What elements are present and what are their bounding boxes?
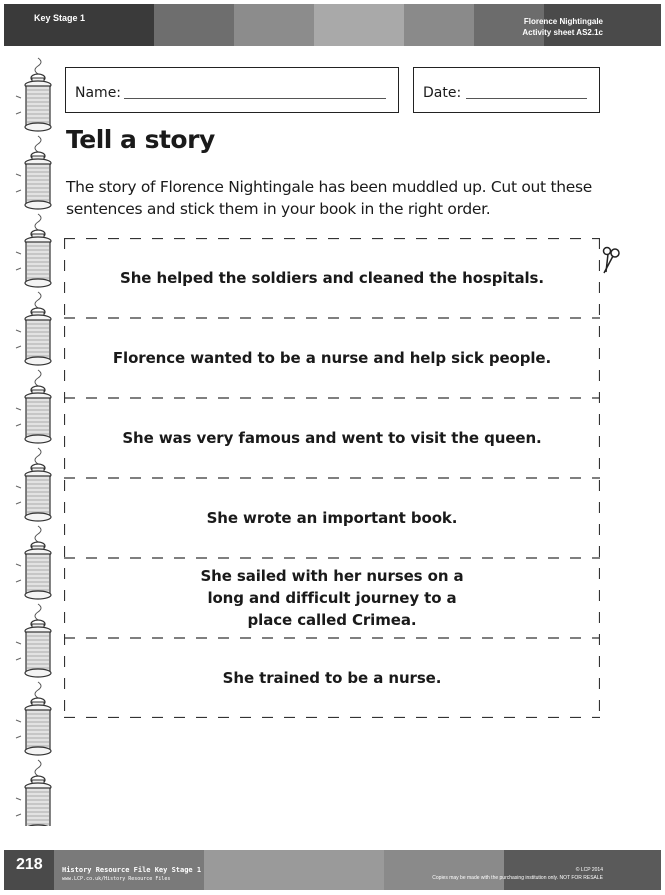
- name-label: Name:: [75, 85, 122, 101]
- sentence-strip[interactable]: She helped the soldiers and cleaned the hospitals.: [120, 269, 544, 287]
- cotton-spool-icon: [16, 58, 51, 131]
- scissors-icon: [598, 246, 622, 276]
- cut-out-strips: [64, 238, 600, 718]
- instructions-text: The story of Florence Nightingale has been muddled up. Cut out these sentences and stick them in your book in the right order.: [66, 178, 593, 218]
- sentence-strip[interactable]: She trained to be a nurse.: [222, 669, 442, 687]
- name-field[interactable]: [65, 67, 399, 113]
- sentence-strip[interactable]: She was very famous and went to visit the queen.: [122, 429, 542, 447]
- footer-right: [432, 866, 603, 882]
- date-label: Date:: [423, 85, 462, 101]
- cotton-spool-icon: [16, 682, 51, 755]
- name-write-line[interactable]: [124, 98, 386, 99]
- cotton-spool-icon: [16, 604, 51, 677]
- sentence-strip[interactable]: She sailed with her nurses on a long and difficult journey to a place called Crimea.: [200, 567, 464, 629]
- copy-notice: Copies may be made with the purchasing institution only. NOT FOR RESALE: [432, 875, 603, 881]
- sheet-label: Activity sheet AS2.1c: [522, 28, 603, 37]
- cotton-spool-icon: [16, 370, 51, 443]
- book-title: History Resource File Key Stage 1: [62, 866, 202, 874]
- sentence-strip[interactable]: She wrote an important book.: [206, 509, 458, 527]
- copyright-text: © LCP 2014: [575, 867, 603, 873]
- cotton-spool-icon: [16, 448, 51, 521]
- website-text: www.LCP.co.uk/History Resource Files: [62, 876, 171, 882]
- page-title: Tell a story: [66, 125, 215, 154]
- sentence-strip[interactable]: Florence wanted to be a nurse and help sick people.: [112, 349, 552, 367]
- topic-label: Florence Nightingale: [523, 17, 603, 26]
- cotton-spool-icon: [16, 526, 51, 599]
- cotton-spool-icon: [16, 136, 51, 209]
- cotton-spool-icon: [16, 760, 51, 826]
- cotton-spool-icon: [16, 214, 51, 287]
- page-number: 218: [16, 856, 43, 873]
- date-write-line[interactable]: [466, 98, 587, 99]
- key-stage-label: Key Stage 1: [34, 13, 86, 23]
- spool-column: [10, 56, 60, 826]
- cotton-spool-icon: [16, 292, 51, 365]
- date-field[interactable]: [413, 67, 600, 113]
- sheet-reference: [522, 16, 603, 38]
- footer-left: [62, 866, 201, 884]
